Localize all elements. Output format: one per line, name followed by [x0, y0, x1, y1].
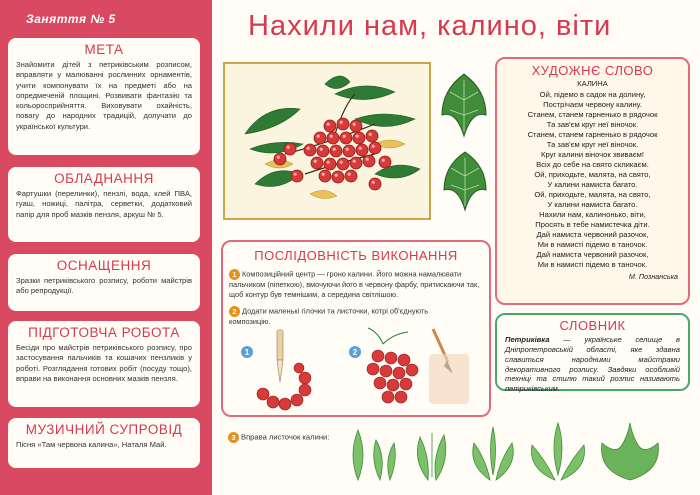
preparation-card	[8, 321, 200, 407]
step-number: 3	[228, 432, 239, 443]
berry-highlight	[353, 160, 356, 163]
berry	[350, 157, 362, 169]
sequence-box	[221, 240, 491, 417]
pipette-icon	[277, 330, 283, 360]
berry-highlight	[340, 161, 343, 164]
berry-highlight	[372, 181, 375, 184]
berry	[311, 157, 323, 169]
berry	[332, 171, 344, 183]
goal-heading: МЕТА	[84, 42, 124, 57]
leaf-stroke-icon	[353, 430, 363, 480]
berry-highlight	[320, 148, 323, 151]
berry	[314, 132, 326, 144]
berry	[304, 144, 316, 156]
berry	[324, 158, 336, 170]
poem-line: Ой, приходьте, малята, на свято,	[534, 190, 651, 200]
equipment-heading: ОБЛАДНАННЯ	[54, 171, 154, 186]
berry-highlight	[369, 133, 372, 136]
dictionary-term: Петриківка	[505, 335, 550, 344]
berry	[330, 145, 342, 157]
poem-line: Станем, станем гарненько в рядочок	[527, 110, 658, 120]
berry	[379, 156, 391, 168]
berry-highlight	[346, 148, 349, 151]
berry	[343, 145, 355, 157]
preparation-heading: ПІДГОТОВЧА РОБОТА	[28, 325, 180, 340]
leaf-stroke-icon	[374, 440, 396, 480]
berry	[317, 145, 329, 157]
berry	[366, 130, 378, 142]
sidebar	[0, 0, 212, 495]
berry	[319, 170, 331, 182]
lesson-number: Заняття № 5	[26, 12, 116, 26]
berry-highlight	[335, 174, 338, 177]
step-3	[228, 432, 329, 443]
step-illustrations	[233, 324, 483, 412]
music-card	[8, 418, 200, 468]
berry-highlight	[327, 123, 330, 126]
viburnum-leaf-icon	[438, 148, 492, 214]
goal-card	[8, 38, 200, 155]
equipment-text: Фартушки (перелинки), пензлі, вода, клей ПВА, гуаш, ножиці, палітра, серветки, додатковий папір для проб мазків пензля, аркуш № 5.	[16, 189, 192, 219]
berry-highlight	[366, 158, 369, 161]
poem-line: Пострічаєм червону калину.	[543, 100, 642, 110]
leaf-stroke-icon	[602, 423, 659, 480]
step-text: Вправа листочок калини:	[241, 432, 330, 442]
poem-line: Просять в тебе намистечка діти.	[535, 220, 650, 230]
berry	[350, 120, 362, 132]
berry-highlight	[287, 146, 290, 149]
poem-line: Нахили нам, калинонько, віти,	[539, 210, 646, 220]
step-number: 2	[229, 306, 240, 317]
poem-line: Всіх до себе на свято скликаєм.	[536, 160, 649, 170]
leaf-stroke-icon	[417, 433, 445, 480]
materials-text: Зразки петриківського розпису, роботи майстрів або репродукції.	[16, 276, 192, 296]
preparation-text: Бесіди про майстрів петриківського розпису, про застосування пальчиків та кошачих пензликів у роботі. Розглядання готових робіт (посуду тощо), вправи на виконання основних мазків пензля.	[16, 343, 192, 383]
berry	[369, 178, 381, 190]
step-1	[229, 269, 487, 299]
berry	[324, 120, 336, 132]
berry	[340, 132, 352, 144]
hand-icon	[429, 354, 469, 404]
poem-line: У калини намиста багато.	[547, 180, 638, 190]
goal-text: Знайомити дітей з петриківським розписом, вправляти у малюванні рослинних орнаментів, учити компонувати їх на предметі або на опредмеченій площині. Розвивати фантазію та кольоросприйняття. Виховувати охайність, повагу до народних традицій, долучати до української культури.	[16, 60, 192, 131]
berry-highlight	[353, 123, 356, 126]
poem-line: У калини намиста багато.	[547, 200, 638, 210]
berry-highlight	[356, 135, 359, 138]
berry	[284, 143, 296, 155]
dictionary-definition: — українське селище в Дніпропетровській області, яке здавна славиться народними майстрами декоративного розпису. Завдяки особливій техніці та стилю такий розпис називають петриківським.	[505, 335, 680, 394]
poem-title: КАЛИНА	[577, 79, 608, 88]
step-text: Композиційний центр — гроно калини. Його можна намалювати пальчиком (піпеткою), вмочуючи його в червону фарбу, притискаючи так, щоб контур був темнішим, а середина світлішою.	[229, 269, 480, 299]
berry	[337, 118, 349, 130]
leaf-stroke-icon	[531, 423, 584, 480]
berry-highlight	[277, 156, 280, 159]
leaf-exercise-row	[340, 405, 700, 485]
berry	[363, 155, 375, 167]
berry-highlight	[294, 173, 297, 176]
art-word-box	[495, 57, 690, 305]
poem-line: Круг калини віночок звиваєм!	[541, 150, 644, 160]
berry-highlight	[322, 173, 325, 176]
step-number: 1	[229, 269, 240, 280]
poem-line: Станем, станем гарненько в рядочок	[527, 130, 658, 140]
berry-highlight	[317, 135, 320, 138]
materials-card	[8, 254, 200, 311]
berry-highlight	[343, 135, 346, 138]
berry-highlight	[348, 173, 351, 176]
berry-highlight	[330, 135, 333, 138]
poem-line: Ми в намисті підемо в таночок.	[537, 260, 648, 270]
berry	[274, 153, 286, 165]
dictionary-heading: СЛОВНИК	[559, 318, 626, 333]
berry	[369, 142, 381, 154]
berry-highlight	[333, 148, 336, 151]
berry-highlight	[307, 147, 310, 150]
viburnum-leaf-icon	[436, 70, 492, 140]
music-heading: МУЗИЧНИЙ СУПРОВІД	[25, 422, 183, 437]
viburnum-illustration	[225, 64, 429, 218]
leaf-stroke-icon	[473, 427, 514, 480]
poem-line: Ой, підемо в садок на долину,	[539, 90, 646, 99]
dictionary-box	[495, 313, 690, 394]
materials-heading: ОСНАЩЕННЯ	[56, 258, 152, 273]
berry-highlight	[314, 160, 317, 163]
equipment-card	[8, 167, 200, 242]
step-text: Додати маленькі гілочки та листочки, котрі об'єднують композицію.	[229, 306, 429, 326]
viburnum-painting	[223, 62, 431, 220]
berry	[353, 132, 365, 144]
berry-highlight	[327, 161, 330, 164]
berry	[337, 158, 349, 170]
poem-author: М. Познанська	[628, 272, 678, 282]
berry-highlight	[382, 159, 385, 162]
berry-highlight	[359, 147, 362, 150]
berry-highlight	[372, 145, 375, 148]
art-word-heading: ХУДОЖНЄ СЛОВО	[531, 63, 654, 78]
berry	[291, 170, 303, 182]
poem-line: Дай намиста червоний разочок,	[536, 230, 649, 240]
berry	[327, 132, 339, 144]
poem-line: Та зав'єм круг неї віночок.	[546, 120, 639, 130]
page-title: Нахили нам, калино, віти	[248, 10, 612, 42]
berry	[356, 144, 368, 156]
poem-line: Ой, приходьте, малята, на свято,	[534, 170, 651, 180]
music-text: Пісня «Там червона калина», Наталя Май.	[16, 440, 167, 449]
berry	[345, 170, 357, 182]
poem-line: Та зав'єм круг неї віночок.	[546, 140, 639, 150]
sequence-heading: ПОСЛІДОВНІСТЬ ВИКОНАННЯ	[254, 248, 458, 263]
poem	[503, 90, 682, 270]
poem-line: Ми в намисті підемо в таночок.	[537, 240, 648, 250]
svg-text:1: 1	[244, 348, 250, 357]
svg-text:2: 2	[352, 348, 358, 357]
poem-line: Дай намиста червоний разочок,	[536, 250, 649, 260]
berry-highlight	[340, 121, 343, 124]
dictionary-text	[505, 335, 680, 394]
